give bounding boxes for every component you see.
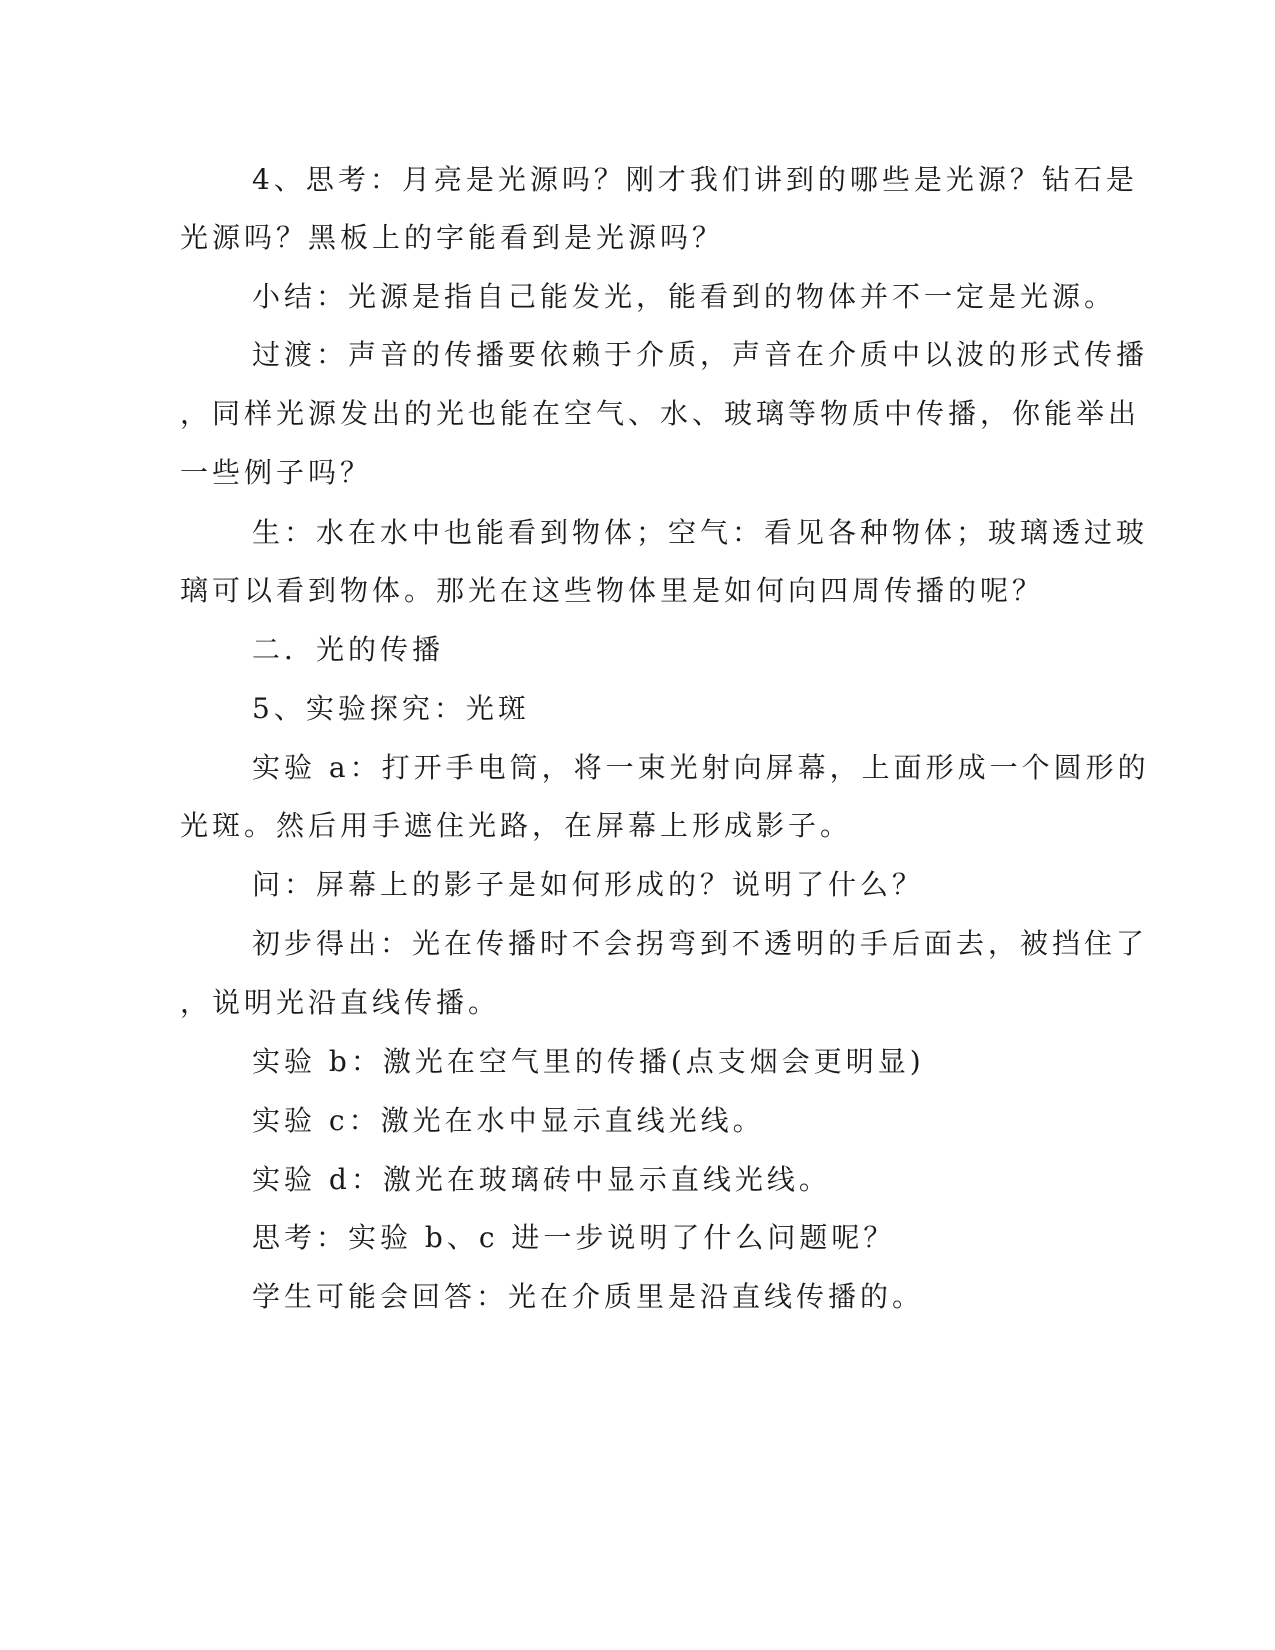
paragraph-line: 光斑。然后用手遮住光路，在屏幕上形成影子。 [180,809,853,842]
paragraph-line: 光源吗？黑板上的字能看到是光源吗？ [180,221,725,254]
paragraph-line: 璃可以看到物体。那光在这些物体里是如何向四周传播的呢？ [180,574,1045,607]
paragraph-line: ，说明光沿直线传播。 [180,986,501,1019]
paragraph-line: ，同样光源发出的光也能在空气、水、玻璃等物质中传播，你能举出 [180,397,1141,430]
paragraph-line: 一些例子吗？ [180,456,373,489]
paragraph-line: 4、思考：月亮是光源吗？刚才我们讲到的哪些是光源？钻石是 [252,163,1138,196]
paragraph-line: 小结：光源是指自己能发光，能看到的物体并不一定是光源。 [252,280,1117,313]
paragraph-line: 实验 c：激光在水中显示直线光线。 [252,1104,765,1137]
paragraph-line: 生：水在水中也能看到物体；空气：看见各种物体；玻璃透过玻 [252,516,1149,549]
paragraph-line: 5、实验探究：光斑 [252,692,530,725]
paragraph-line: 过渡：声音的传播要依赖于介质，声音在介质中以波的形式传播 [252,338,1149,371]
paragraph-line: 学生可能会回答：光在介质里是沿直线传播的。 [252,1280,925,1313]
paragraph-line: 初步得出：光在传播时不会拐弯到不透明的手后面去，被挡住了 [252,927,1149,960]
section-heading: 二．光的传播 [252,633,445,666]
paragraph-line: 问：屏幕上的影子是如何形成的？说明了什么？ [252,868,925,901]
paragraph-line: 实验 a：打开手电筒，将一束光射向屏幕，上面形成一个圆形的 [252,751,1150,784]
paragraph-line: 思考：实验 b、c 进一步说明了什么问题呢？ [252,1221,896,1254]
paragraph-line: 实验 b：激光在空气里的传播(点支烟会更明显) [252,1045,925,1078]
paragraph-line: 实验 d：激光在玻璃砖中显示直线光线。 [252,1163,831,1196]
